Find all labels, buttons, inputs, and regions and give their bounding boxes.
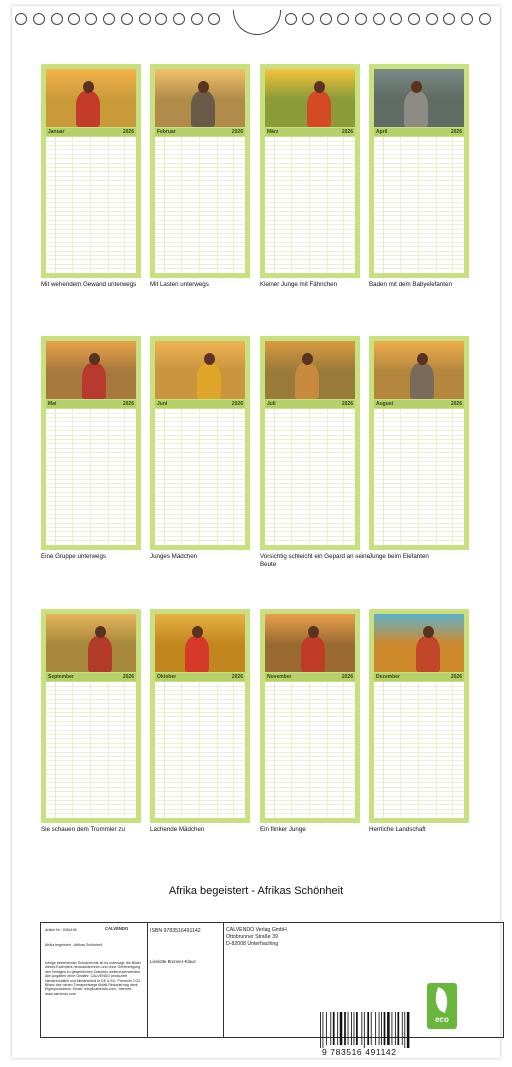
barcode-number: 9 783516 491142	[322, 1047, 397, 1057]
month-name: Dezember	[376, 674, 400, 680]
product-name: Afrika begeistert - Afrikas Schönheit	[45, 943, 102, 947]
imprint-col-mid	[147, 923, 224, 1037]
month-caption: Herrliche Landschaft	[369, 826, 426, 833]
photo-figure	[82, 363, 106, 399]
photo-head	[308, 626, 319, 638]
binding-hole	[443, 13, 455, 25]
month-year: 2026	[341, 401, 353, 407]
month-card	[369, 609, 469, 823]
month-caption: Mit wehendem Gewand unterwegs	[41, 281, 137, 288]
barcode-bar	[392, 1012, 393, 1045]
barcode-bar	[402, 1012, 403, 1045]
publisher-name: CALVENDO Verlag GmbH	[226, 927, 287, 933]
photo-head	[302, 353, 313, 365]
binding-hole	[51, 13, 63, 25]
month-card	[150, 336, 250, 550]
month-year: 2026	[122, 129, 134, 135]
photo-figure	[76, 91, 100, 127]
barcode-bar	[404, 1012, 405, 1048]
month-caption: Junges Mädchen	[150, 553, 198, 560]
photo-head	[89, 353, 100, 365]
barcode-bar	[381, 1012, 382, 1045]
month-name: Juni	[157, 401, 168, 407]
month-card	[260, 609, 360, 823]
day-grid	[265, 682, 355, 818]
day-grid	[265, 137, 355, 273]
photo-figure	[416, 636, 440, 672]
month-header	[155, 400, 245, 408]
photo-figure	[301, 636, 325, 672]
month-name: November	[267, 674, 292, 680]
month-photo	[265, 69, 355, 127]
barcode-bar	[323, 1012, 324, 1048]
binding-hole	[320, 13, 332, 25]
day-grid	[374, 409, 464, 545]
month-photo	[374, 614, 464, 672]
month-year: 2026	[341, 674, 353, 680]
month-name: März	[267, 129, 279, 135]
barcode	[318, 1012, 426, 1048]
binding-hole	[426, 13, 438, 25]
month-photo	[265, 614, 355, 672]
barcode-bar	[397, 1012, 399, 1045]
barcode-bar	[326, 1012, 327, 1045]
day-grid	[374, 137, 464, 273]
author-name: Liselotte Brunner-Klaus	[150, 959, 196, 964]
month-card	[41, 336, 141, 550]
day-grid	[46, 409, 136, 545]
photo-figure	[307, 91, 331, 127]
barcode-bar	[379, 1012, 380, 1045]
month-name: Januar	[48, 129, 65, 135]
photo-head	[204, 353, 215, 365]
month-card	[41, 64, 141, 278]
day-grid	[265, 409, 355, 545]
isbn-text: ISBN 9783516491142	[150, 928, 201, 934]
binding-hole	[85, 13, 97, 25]
publisher-city: D-82008 Unterhaching	[226, 941, 279, 947]
month-header	[265, 400, 355, 408]
month-photo	[265, 341, 355, 399]
month-name: Februar	[157, 129, 176, 135]
barcode-bar	[330, 1012, 331, 1045]
barcode-bar	[384, 1012, 386, 1045]
binding-hole	[208, 13, 220, 25]
month-card	[369, 336, 469, 550]
binding-hole	[139, 13, 151, 25]
photo-head	[83, 81, 94, 93]
barcode-bar	[364, 1012, 365, 1048]
month-caption: Ein flinker Junge	[260, 826, 306, 833]
photo-head	[192, 626, 203, 638]
binding-hole	[173, 13, 185, 25]
month-caption: Baden mit dem Babyelefanten	[369, 281, 452, 288]
month-card	[369, 64, 469, 278]
leaf-icon	[431, 987, 453, 1013]
binding-hole	[103, 13, 115, 25]
binding-hole	[285, 13, 297, 25]
barcode-bar	[395, 1012, 396, 1045]
month-photo	[155, 69, 245, 127]
binding-hole	[15, 13, 27, 25]
month-header	[265, 673, 355, 681]
month-card	[41, 609, 141, 823]
month-photo	[374, 69, 464, 127]
binding-hole	[155, 13, 167, 25]
month-photo	[374, 341, 464, 399]
month-caption: Junge beim Elefanten	[369, 553, 429, 560]
barcode-bar	[340, 1012, 343, 1045]
disclaimer-text: Infolge bestehender Schutzrechte ist es untersagt, die Bilder dieses Kalenders herauszutrennen und ohne Genehmigung des Verlages zu gewerblichen Zwecken weiterzuverwenden. Alle Angaben ohne Gewähr. CALVENDO produziert klimafreundlich und klimaneutral in DE & EU. Premium CO2-Bilanz des neuen Transportwege Abfall-Reduzierung dank Eigenproduktion. Email: info@calvendo.com · Internet: www.calvendo.com	[45, 961, 142, 996]
month-header	[46, 673, 136, 681]
barcode-bar	[356, 1012, 358, 1045]
month-photo	[155, 614, 245, 672]
day-grid	[155, 682, 245, 818]
barcode-bar	[361, 1012, 362, 1045]
month-caption: Sie schauen dem Trommler zu	[41, 826, 125, 833]
month-name: Mai	[48, 401, 57, 407]
barcode-bar	[320, 1012, 321, 1048]
barcode-bar	[354, 1012, 355, 1045]
month-header	[155, 128, 245, 136]
month-card	[260, 64, 360, 278]
barcode-bar	[333, 1012, 335, 1045]
barcode-bar	[371, 1012, 372, 1045]
month-name: Juli	[267, 401, 276, 407]
day-grid	[155, 409, 245, 545]
barcode-bar	[337, 1012, 338, 1045]
calvendo-logo: CALVENDO	[105, 926, 129, 931]
photo-figure	[191, 91, 215, 127]
photo-head	[198, 81, 209, 93]
month-caption: Eine Gruppe unterwegs	[41, 553, 107, 560]
imprint-col-left	[41, 923, 148, 1037]
month-year: 2026	[122, 401, 134, 407]
publisher-street: Ottobrunner Straße 39	[226, 934, 278, 940]
binding-hole	[390, 13, 402, 25]
barcode-bar	[348, 1012, 349, 1045]
month-caption: Mit Lasten unterwegs	[150, 281, 209, 288]
month-header	[46, 128, 136, 136]
article-number: Artikel Nr.: 2084196	[45, 928, 77, 932]
month-name: August	[376, 401, 394, 407]
month-card	[150, 64, 250, 278]
photo-figure	[295, 363, 319, 399]
day-grid	[46, 682, 136, 818]
month-year: 2026	[450, 129, 462, 135]
barcode-bar	[344, 1012, 346, 1045]
binding-hole	[355, 13, 367, 25]
month-header	[155, 673, 245, 681]
month-caption: Vorsichtig schleicht ein Gepard an seine Beute	[260, 553, 371, 568]
month-year: 2026	[231, 129, 243, 135]
month-caption: Lachende Mädchen	[150, 826, 205, 833]
photo-head	[314, 81, 325, 93]
month-photo	[155, 341, 245, 399]
month-header	[265, 128, 355, 136]
month-caption: Kleiner Junge mit Fähnchen	[260, 281, 338, 288]
barcode-bar	[351, 1012, 352, 1045]
binding-hole	[337, 13, 349, 25]
day-grid	[155, 137, 245, 273]
month-header	[374, 128, 464, 136]
photo-head	[423, 626, 434, 638]
month-year: 2026	[231, 674, 243, 680]
month-year: 2026	[341, 129, 353, 135]
photo-figure	[404, 91, 428, 127]
barcode-bar	[375, 1012, 376, 1045]
month-header	[374, 400, 464, 408]
barcode-bar	[407, 1012, 410, 1048]
month-year: 2026	[450, 674, 462, 680]
month-header	[374, 673, 464, 681]
month-photo	[46, 341, 136, 399]
photo-head	[411, 81, 422, 93]
month-card	[150, 609, 250, 823]
month-name: April	[376, 129, 388, 135]
month-year: 2026	[122, 674, 134, 680]
month-card	[260, 336, 360, 550]
binding-hole	[408, 13, 420, 25]
month-header	[46, 400, 136, 408]
photo-figure	[88, 636, 112, 672]
binding-hole	[121, 13, 133, 25]
photo-head	[417, 353, 428, 365]
month-year: 2026	[231, 401, 243, 407]
month-photo	[46, 69, 136, 127]
eco-badge	[427, 983, 457, 1029]
binding-hole	[461, 13, 473, 25]
month-year: 2026	[450, 401, 462, 407]
eco-label: eco	[435, 1015, 449, 1024]
binding-hole	[302, 13, 314, 25]
day-grid	[374, 682, 464, 818]
month-name: Oktober	[157, 674, 177, 680]
barcode-bar	[367, 1012, 369, 1045]
calendar-title: Afrika begeistert - Afrikas Schönheit	[168, 885, 344, 897]
month-name: September	[48, 674, 74, 680]
photo-figure	[410, 363, 434, 399]
month-photo	[46, 614, 136, 672]
barcode-bar	[387, 1012, 390, 1045]
binding-hole	[191, 13, 203, 25]
binding-hole	[68, 13, 80, 25]
photo-figure	[185, 636, 209, 672]
photo-figure	[197, 363, 221, 399]
day-grid	[46, 137, 136, 273]
photo-head	[95, 626, 106, 638]
binding-hole	[373, 13, 385, 25]
binding-hole	[479, 13, 491, 25]
binding-hole	[33, 13, 45, 25]
